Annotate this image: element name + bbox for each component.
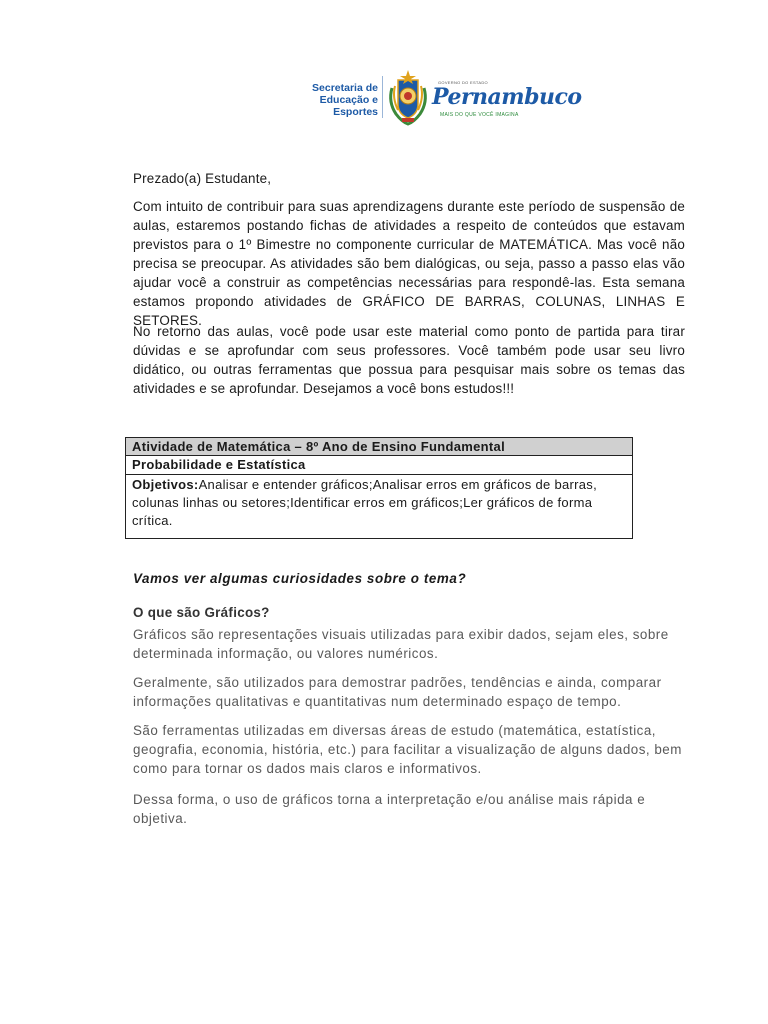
curiosities-heading: Vamos ver algumas curiosidades sobre o tema? [133,571,467,586]
graphs-conclusion-paragraph: Dessa forma, o uso de gráficos torna a interpretação e/ou análise mais rápida e objetiva. [133,792,646,826]
state-tagline: MAIS DO QUE VOCÊ IMAGINA [440,112,519,118]
activity-info-table [125,437,633,539]
secretaria-logo-text [290,82,378,118]
activity-subject: Probabilidade e Estatística [126,456,632,475]
graphs-definition-paragraph: Gráficos são representações visuais utilizadas para exibir dados, sejam eles, sobre determinada informação, ou valores numéricos. [133,627,669,661]
state-small-label: GOVERNO DO ESTADO [438,80,488,85]
section-question: O que são Gráficos? [133,605,270,620]
pernambuco-crest-icon [386,68,430,126]
return-paragraph: No retorno das aulas, você pode usar este material como ponto de partida para tirar dúvidas e se aprofundar com seus professores. Você também pode usar seu livro didático, ou outras ferramentas que possua para pesquisar mais sobre os temas das atividades e se aprofundar. Desejamos a você bons estudos!!! [133,324,685,396]
objectives-label: Objetivos: [132,477,199,492]
pernambuco-logo-text: Pernambuco [432,84,582,110]
intro-paragraph: Com intuito de contribuir para suas aprendizagens durante este período de suspensão de aulas, estaremos postando fichas de atividades a respeito de conteúdos que estavam previstos para o 1º Bimestre no componente curricular de MATEMÁTICA. Mas você não precisa se preocupar. As atividades são bem dialógicas, ou seja, passo a passo elas vão ajudar você a construir as competências necessárias para respondê-las. Esta semana estamos propondo atividades de GRÁFICO DE BARRAS, COLUNAS, LINHAS E SETORES. [133,199,685,328]
graphs-usage-paragraph: Geralmente, são utilizados para demostrar padrões, tendências e ainda, comparar informações qualitativas e quantitativas num determinado espaço de tempo. [133,675,662,709]
greeting: Prezado(a) Estudante, [133,171,272,186]
secretaria-line1: Secretaria de [312,82,378,94]
header-logo-block [288,68,582,126]
activity-objectives [126,475,632,531]
graphs-tools-paragraph: São ferramentas utilizadas em diversas áreas de estudo (matemática, estatística, geografia, economia, história, etc.) para facilitar a visualização de alguns dados, bem como para tornar os dados mais claros e informativos. [133,723,682,776]
logo-divider [382,76,383,118]
secretaria-line2: Educação e Esportes [319,94,378,118]
activity-title: Atividade de Matemática – 8º Ano de Ensino Fundamental [126,438,632,456]
objectives-text: Analisar e entender gráficos;Analisar erros em gráficos de barras, colunas linhas ou setores;Identificar erros em gráficos;Ler gráficos de forma crítica. [132,477,598,528]
